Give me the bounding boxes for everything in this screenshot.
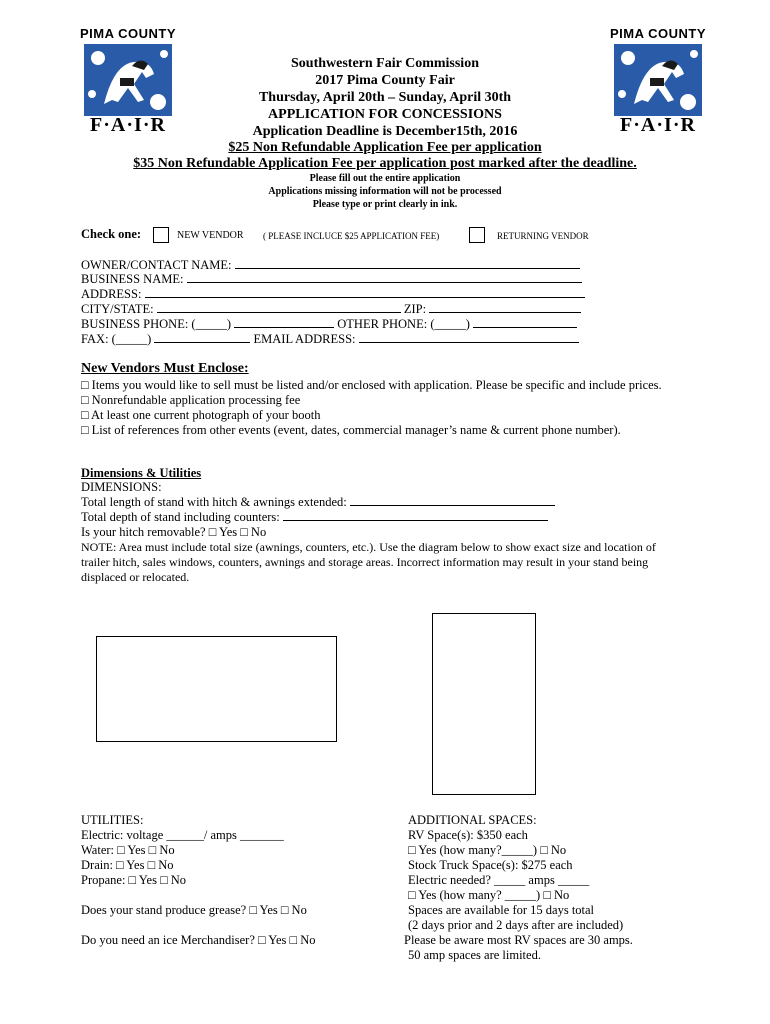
electric-field[interactable]: Electric: voltage ______/ amps _______ — [81, 828, 284, 842]
email-label: EMAIL ADDRESS: — [253, 332, 356, 346]
spaces-availability: Spaces are available for 15 days total — [408, 903, 595, 917]
utilities-title: UTILITIES: — [81, 813, 144, 827]
check-one-label: Check one: — [81, 227, 142, 241]
logo-county-text: PIMA COUNTY — [609, 26, 707, 41]
additional-title: ADDITIONAL SPACES: — [408, 813, 537, 827]
dimensions-note-2: trailer hitch, sales windows, counters, awnings and storage areas. Incorrect information may result in your stand being — [81, 555, 649, 569]
address-label: ADDRESS: — [81, 287, 142, 301]
fax-input[interactable] — [154, 332, 250, 343]
length-label: Total length of stand with hitch & awnings extended: — [81, 495, 347, 509]
water-question[interactable]: Water: □ Yes □ No — [81, 843, 175, 857]
length-input[interactable] — [350, 495, 555, 506]
stand-diagram-box-tall[interactable] — [432, 613, 536, 795]
city-label: CITY/STATE: — [81, 302, 154, 316]
header-fair-year: 2017 Pima County Fair — [315, 73, 455, 88]
propane-question[interactable]: Propane: □ Yes □ No — [81, 873, 187, 887]
length-field-row — [81, 495, 555, 510]
rv-space-question[interactable]: □ Yes (how many?_____) □ No — [408, 843, 567, 857]
header-note-ink: Please type or print clearly in ink. — [312, 199, 458, 210]
address-field-row — [81, 287, 585, 302]
dimensions-subtitle: DIMENSIONS: — [81, 480, 162, 494]
new-vendor-checkbox[interactable] — [153, 226, 169, 244]
stand-diagram-box-wide[interactable] — [96, 636, 337, 742]
logo-fair-text: F·A·I·R — [90, 114, 166, 136]
business-field-row — [81, 272, 582, 287]
new-vendor-label: NEW VENDOR — [177, 230, 244, 241]
enclose-item: □ Items you would like to sell must be listed and/or enclosed with application. Please be specific and include prices. — [81, 378, 662, 392]
stock-truck-price: Stock Truck Space(s): $275 each — [408, 858, 573, 872]
ice-question[interactable]: Do you need an ice Merchandiser? □ Yes □ No — [81, 933, 316, 947]
business-input[interactable] — [187, 272, 582, 283]
dimensions-note-3: displaced or relocated. — [81, 570, 190, 584]
owner-label: OWNER/CONTACT NAME: — [81, 258, 232, 272]
logo-fair-text: F·A·I·R — [620, 114, 696, 136]
new-vendor-fee-note: ( PLEASE INCLUCE $25 APPLICATION FEE) — [263, 231, 440, 241]
zip-label: ZIP: — [403, 302, 427, 316]
header-fee-35: $35 Non Refundable Application Fee per application post marked after the deadline. — [133, 156, 637, 171]
header-fee-25: $25 Non Refundable Application Fee per application — [228, 140, 542, 155]
header-commission: Southwestern Fair Commission — [291, 56, 479, 71]
returning-vendor-label: RETURNING VENDOR — [497, 231, 589, 241]
business-label: BUSINESS NAME: — [81, 272, 184, 286]
other-phone-input[interactable] — [473, 317, 577, 328]
grease-question[interactable]: Does your stand produce grease? □ Yes □ No — [81, 903, 307, 917]
enclose-item: □ List of references from other events (event, dates, commercial manager’s name & current phone number). — [81, 423, 621, 437]
header-deadline: Application Deadline is December15th, 2016 — [252, 124, 518, 139]
city-input[interactable] — [157, 302, 401, 313]
spaces-days-note: (2 days prior and 2 days after are included) — [408, 918, 624, 932]
returning-vendor-checkbox[interactable] — [469, 226, 485, 244]
email-input[interactable] — [359, 332, 579, 343]
logo-county-text: PIMA COUNTY — [79, 26, 177, 41]
enclose-title: New Vendors Must Enclose: — [81, 361, 249, 376]
drain-question[interactable]: Drain: □ Yes □ No — [81, 858, 174, 872]
header-note-missing: Applications missing information will not be processed — [268, 186, 502, 197]
rv-amps-note: Please be aware most RV spaces are 30 amps. — [404, 933, 633, 947]
header-dates: Thursday, April 20th – Sunday, April 30th — [258, 90, 512, 105]
stock-truck-question[interactable]: □ Yes (how many? _____) □ No — [408, 888, 570, 902]
depth-input[interactable] — [283, 510, 548, 521]
header-application-title: APPLICATION FOR CONCESSIONS — [268, 107, 502, 122]
other-phone-label: OTHER PHONE: (_____) — [337, 317, 470, 331]
city-field-row — [81, 302, 581, 317]
business-phone-label: BUSINESS PHONE: (_____) — [81, 317, 232, 331]
address-input[interactable] — [145, 287, 585, 298]
depth-label: Total depth of stand including counters: — [81, 510, 280, 524]
zip-input[interactable] — [429, 302, 581, 313]
enclose-item: □ At least one current photograph of your booth — [81, 408, 321, 422]
owner-field-row — [81, 258, 580, 273]
dimensions-note-1: NOTE: Area must include total size (awnings, counters, etc.). Use the diagram below to show exact size and location of — [81, 540, 656, 554]
electric-needed-field[interactable]: Electric needed? _____ amps _____ — [408, 873, 590, 887]
depth-field-row — [81, 510, 548, 525]
fax-field-row — [81, 332, 579, 347]
fifty-amp-note: 50 amp spaces are limited. — [408, 948, 541, 962]
dimensions-title: Dimensions & Utilities — [81, 466, 202, 480]
hitch-question[interactable]: Is your hitch removable? □ Yes □ No — [81, 525, 267, 539]
enclose-item: □ Nonrefundable application processing fee — [81, 393, 301, 407]
owner-input[interactable] — [235, 258, 580, 269]
fax-label: FAX: (_____) — [81, 332, 152, 346]
business-phone-input[interactable] — [234, 317, 334, 328]
phone-field-row — [81, 317, 577, 332]
header-note-fill: Please fill out the entire application — [309, 173, 461, 184]
rv-space-price: RV Space(s): $350 each — [408, 828, 528, 842]
